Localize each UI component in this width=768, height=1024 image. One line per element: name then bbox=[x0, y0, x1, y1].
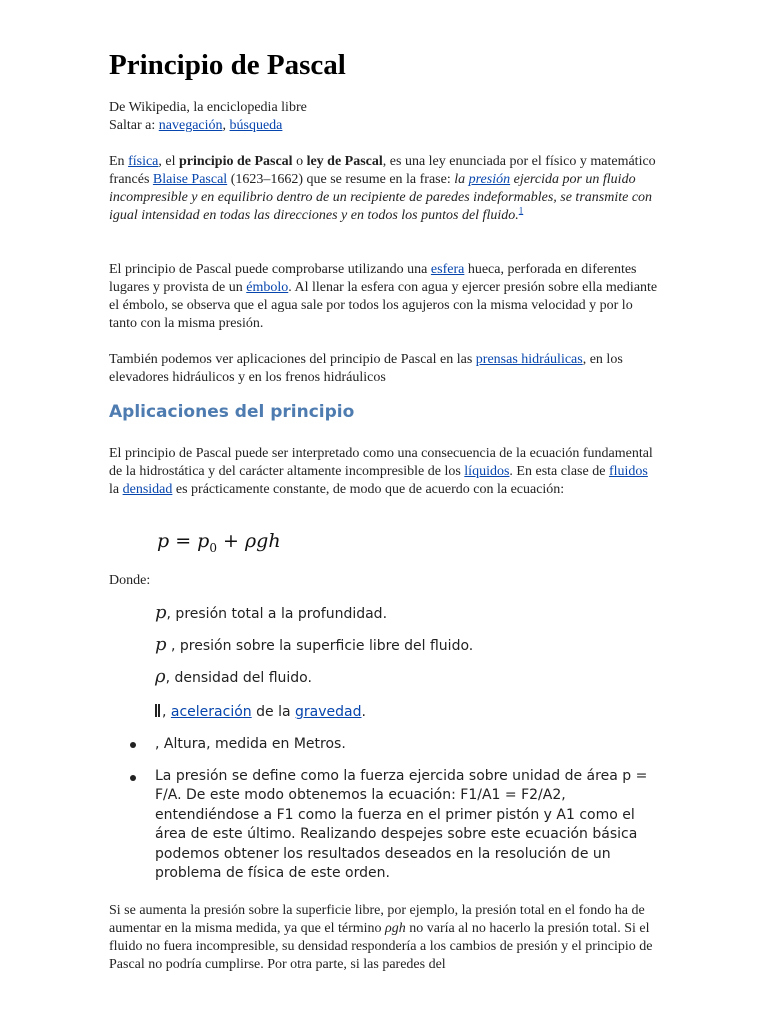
text-run: , es una ley enunciada por el físico y matemático francés bbox=[109, 154, 656, 187]
text-run: El principio de Pascal puede comprobarse utilizando una bbox=[109, 262, 431, 277]
text-run: , el bbox=[158, 154, 179, 169]
text-run: (1623–1662) que se resume en la frase: bbox=[227, 172, 455, 187]
paragraph-aplicaciones bbox=[109, 351, 659, 387]
paragraph-interpretacion bbox=[109, 445, 659, 499]
text-run: no varía al no hacerlo la presión total. Si el fluido no fuera incompresible, su densidad respondería a los cambios de presión y el principio de Pascal no podría cumplirse. Por otra parte, si las paredes del bbox=[109, 921, 653, 972]
link-prensas-hidraulicas[interactable]: prensas hidráulicas bbox=[475, 352, 583, 367]
text-run: , en los elevadores hidráulicos y en los frenos hidráulicos bbox=[109, 352, 623, 385]
jump-separator: , bbox=[222, 118, 230, 133]
link-aceleracion[interactable]: aceleración bbox=[170, 704, 252, 720]
jump-prefix: Saltar a: bbox=[109, 118, 159, 133]
text-run: hueca, perforada en diferentes lugares y provista de un bbox=[109, 262, 637, 295]
text-run: la bbox=[109, 482, 123, 497]
link-liquidos[interactable]: líquidos bbox=[464, 464, 510, 479]
article-subtitle-block bbox=[109, 99, 659, 135]
symbol-rho: ρ bbox=[155, 666, 166, 687]
definition-text: , presión total a la profundidad. bbox=[166, 606, 388, 622]
italic-run: la bbox=[454, 172, 469, 187]
bullet-icon bbox=[130, 742, 136, 748]
definition-gravity: , aceleración de la gravedad. bbox=[155, 703, 366, 721]
definition-text: . bbox=[361, 704, 366, 720]
term-rho-g-h: ρgh bbox=[385, 921, 406, 936]
text-run: es prácticamente constante, de modo que de acuerdo con la ecuación: bbox=[172, 482, 565, 497]
formula-p: p bbox=[197, 530, 210, 552]
link-fluidos[interactable]: fluidos bbox=[608, 464, 648, 479]
intro-paragraph bbox=[109, 153, 659, 225]
list-item-presion: La presión se define como la fuerza ejercida sobre unidad de área p = F/A. De este modo obtenemos la ecuación: F1/A1 = F2/A2, entendiéndose a F1 como la fuerza en el primer pistón y A1 como el área de este último. Realizando despejes sobre este ecuación básica podemos obtener los resultados deseados en la resolución de un problema de física de este orden. bbox=[155, 768, 648, 882]
formula-rest: + ρgh bbox=[216, 530, 281, 552]
definition-total-pressure bbox=[155, 604, 387, 623]
formula-subscript: 0 bbox=[209, 540, 217, 555]
missing-image-icon bbox=[155, 704, 161, 717]
link-densidad[interactable]: densidad bbox=[122, 482, 173, 497]
page-title: Principio de Pascal bbox=[109, 49, 346, 81]
text-run: El principio de Pascal puede ser interpretado como una consecuencia de la ecuación fundamental de la hidrostática y del carácter altamente incompresible de los bbox=[109, 446, 653, 479]
definition-text: , densidad del fluido. bbox=[165, 670, 312, 686]
donde-label: Donde: bbox=[109, 573, 151, 588]
navigation-link[interactable]: navegación bbox=[158, 118, 223, 133]
search-link[interactable]: búsqueda bbox=[229, 118, 283, 133]
link-blaise-pascal[interactable]: Blaise Pascal bbox=[152, 172, 228, 187]
paragraph-esfera bbox=[109, 261, 659, 333]
link-gravedad[interactable]: gravedad bbox=[295, 704, 362, 720]
formula-equals: = bbox=[169, 530, 198, 552]
link-fisica[interactable]: física bbox=[128, 154, 159, 169]
symbol-p0: p bbox=[155, 634, 167, 655]
text-run: Si se aumenta la presión sobre la superficie libre, por ejemplo, la presión total en el fondo ha de aumentar en la misma medida, ya que el término bbox=[109, 903, 645, 936]
link-esfera[interactable]: esfera bbox=[430, 262, 465, 277]
section-heading: Aplicaciones del principio bbox=[109, 402, 355, 422]
pascal-equation bbox=[157, 530, 281, 555]
definition-surface-pressure bbox=[155, 636, 473, 655]
definition-density bbox=[155, 668, 312, 687]
link-embolo[interactable]: émbolo bbox=[246, 280, 289, 295]
text-run: o bbox=[292, 154, 307, 169]
site-subtitle: De Wikipedia, la enciclopedia libre bbox=[109, 100, 307, 115]
bold-ley: ley de Pascal bbox=[306, 154, 383, 169]
link-presion[interactable]: presión bbox=[468, 172, 511, 187]
italic-run: ejercida por un fluido incompresible y en equilibrio dentro de un recipiente de paredes indeformables, se transmite con igual intensidad en todas las direcciones y en todos los puntos del fluido. bbox=[109, 172, 653, 223]
reference-link[interactable]: 1 bbox=[518, 205, 524, 216]
bullet-icon bbox=[130, 775, 136, 781]
symbol-p: p bbox=[155, 602, 167, 623]
bold-principio: principio de Pascal bbox=[179, 154, 293, 169]
text-run: También podemos ver aplicaciones del principio de Pascal en las bbox=[109, 352, 476, 367]
definition-text: , presión sobre la superficie libre del fluido. bbox=[166, 638, 474, 654]
formula-lhs: p bbox=[157, 530, 170, 552]
paragraph-superficie-libre bbox=[109, 902, 657, 974]
definition-text: de la bbox=[251, 704, 295, 720]
jump-links bbox=[109, 117, 659, 135]
text-run: . En esta clase de bbox=[509, 464, 609, 479]
text-run: . Al llenar la esfera con agua y ejercer presión sobre ella mediante el émbolo, se observa que el agua sale por todos los agujeros con la misma velocidad y por lo tanto con la misma presión. bbox=[109, 280, 658, 331]
list-item-altura: , Altura, medida en Metros. bbox=[155, 736, 346, 752]
text-run: En bbox=[109, 154, 129, 169]
